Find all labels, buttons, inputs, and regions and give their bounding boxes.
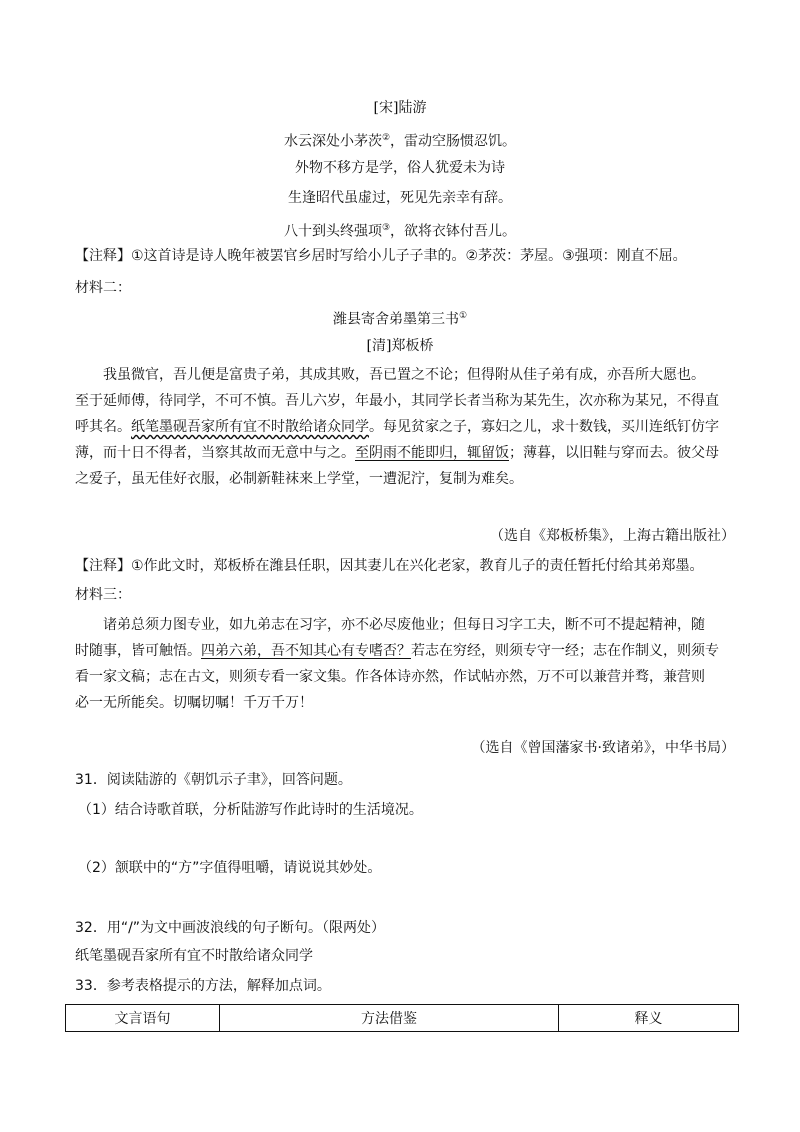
poem-note: 【注释】①这首诗是诗人晚年被罢官乡居时写给小儿子子聿的。②茅茨：茅屋。③强项：刚直不屈。 (75, 248, 687, 264)
underlined-sentence-1: 至阴雨不能即归，辄留饭 (355, 445, 509, 461)
material3-label: 材料三： (75, 587, 131, 603)
material3-line-1: 诸弟总须力图专业，如九弟志在习字，亦不必尽废他业；但每日习字工夫，断不可不提起精神，随 (103, 617, 705, 633)
material2-title: 潍县寄舍弟墨第三书① (332, 311, 468, 328)
poem-line-2: 外物不移方是学，俗人犹爱未为诗 (295, 160, 505, 176)
material2-line-5: 之爱子，虽无佳好衣服，必制新鞋袜来上学堂，一遭泥泞，复制为难矣。 (75, 471, 523, 487)
question-31-1: （1）结合诗歌首联，分析陆游写作此诗时的生活境况。 (78, 802, 423, 818)
material2-label: 材料二： (75, 280, 131, 296)
question-33: 33．参考表格提示的方法，解释加点词。 (75, 978, 331, 994)
table-header-cell: 方法借鉴 (220, 1005, 559, 1032)
material2-source: （选自《郑板桥集》，上海古籍出版社） (490, 528, 735, 544)
material2-note: 【注释】①作此文时，郑板桥在潍县任职，因其妻儿在兴化老家，教育儿子的责任暂托付给其弟郑墨。 (75, 558, 704, 574)
material2-line-3: 呼其名。纸笔墨砚吾家所有宜不时散给诸众同学。每见贫家之子，寡妇之儿，求十数钱，买川连纸钉仿字 (75, 419, 719, 435)
table-header-cell: 文言语句 (66, 1005, 220, 1032)
answer-table (65, 1004, 739, 1032)
table-header-cell: 释义 (559, 1005, 739, 1032)
question-32-text: 纸笔墨砚吾家所有宜不时散给诸众同学 (75, 948, 313, 964)
material3-source: （选自《曾国藩家书·致诸弟》，中华书局） (471, 740, 735, 756)
material2-author: [清]郑板桥 (366, 338, 434, 354)
question-32: 32．用“/”为文中画波浪线的句子断句。（限两处） (75, 920, 386, 936)
material2-line-2: 至于延师傅，待同学，不可不慎。吾儿六岁，年最小，其同学长者当称为某先生，次亦称为某兄，不得直 (75, 393, 719, 409)
poem-author: [宋]陆游 (373, 100, 427, 116)
poem-line-3: 生逢昭代虽虚过，死见先亲幸有辞。 (288, 190, 512, 206)
underlined-sentence-2: 四弟六弟，吾不知其心有专嗜否？ (201, 643, 411, 659)
question-31: 31．阅读陆游的《朝饥示子聿》，回答问题。 (75, 772, 352, 788)
wavy-sentence: 纸笔墨砚吾家所有宜不时散给诸众同学 (131, 419, 369, 435)
material3-line-2: 时随事，皆可触悟。四弟六弟，吾不知其心有专嗜否？若志在穷经，则须专守一经；志在作制义，则须专 (75, 643, 719, 659)
poem-line-1: 水云深处小茅茨②，雷动空肠惯忍饥。 (283, 133, 517, 150)
material3-line-3: 看一家文稿；志在古文，则须专看一家文集。作各体诗亦然，作试帖亦然，万不可以兼营并骛，兼营则 (75, 669, 705, 685)
question-31-2: （2）颔联中的“方”字值得咀嚼，请说说其妙处。 (78, 860, 382, 876)
material2-body (75, 362, 735, 492)
poem-line-4: 八十到头终强项③，欲将衣钵付吾儿。 (283, 223, 517, 240)
table-header-row (66, 1005, 739, 1032)
material3-line-4: 必一无所能矣。切嘱切嘱！千万千万！ (75, 695, 313, 711)
material3-body (75, 612, 735, 716)
material2-line-4: 薄，而十日不得者，当察其故而无意中与之。至阴雨不能即归，辄留饭；薄暮，以旧鞋与穿而去。彼父母 (75, 445, 719, 461)
material2-line-1: 我虽微官，吾儿便是富贵子弟，其成其败，吾已置之不论；但得附从佳子弟有成，亦吾所大愿也。 (103, 367, 705, 383)
